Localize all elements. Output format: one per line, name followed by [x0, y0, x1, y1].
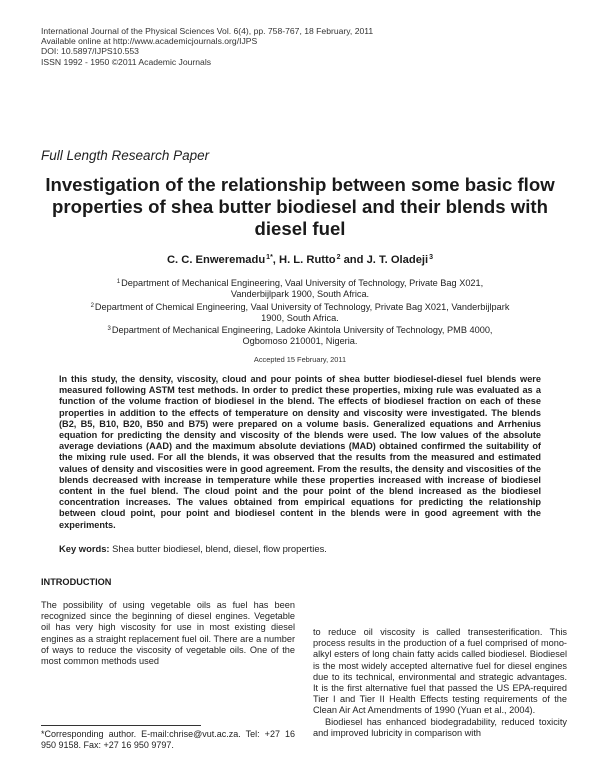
affiliation	[90, 277, 510, 301]
issn: ISSN 1992 - 1950 ©2011 Academic Journals	[41, 56, 212, 67]
author-name: C. C. Enweremadu	[166, 254, 266, 266]
author-name: , H. L. Rutto	[272, 254, 336, 266]
affiliation-number: 1	[116, 279, 121, 285]
affiliation-text: Department of Mechanical Engineering, Vaal University of Technology, Private Bag X021, Vanderbijlpark 1900, South Africa.	[121, 278, 484, 300]
keywords-label: Key words:	[59, 543, 110, 554]
journal-header	[41, 26, 561, 67]
intro-right-column	[313, 627, 567, 739]
affiliation-number: 2	[90, 302, 94, 309]
intro-paragraph: Biodiesel has enhanced biodegradability, reduced toxicity and improved lubricity in comparison with	[313, 716, 567, 738]
affiliation	[90, 301, 510, 325]
journal-url: Available online at http://www.academicjournals.org/IJPS	[41, 36, 258, 47]
footnote-divider	[41, 725, 201, 726]
author-affil-marker: 3	[429, 254, 434, 261]
corresponding-author-footnote: *Corresponding author. E-mail:chrise@vut.ac.za. Tel: +27 16 950 9158. Fax: +27 16 950 9797.	[41, 729, 295, 751]
paper-title: Investigation of the relationship between some basic flow properties of shea butter biodiesel and their blends with diesel fuel	[45, 174, 555, 239]
affiliation-text: Department of Chemical Engineering, Vaal University of Technology, Private Bag X021, Vanderbijlpark 1900, South Africa.	[94, 301, 510, 323]
keywords	[59, 543, 541, 554]
keywords-text: Shea butter biodiesel, blend, diesel, flow properties.	[109, 543, 327, 554]
affiliation	[90, 324, 510, 348]
affiliation-number: 3	[107, 326, 111, 333]
accepted-date: Accepted 15 February, 2011	[253, 355, 347, 364]
section-heading-introduction: INTRODUCTION	[41, 577, 112, 587]
author-affil-marker: 1*	[266, 254, 273, 261]
journal-citation: International Journal of the Physical Sciences Vol. 6(4), pp. 758-767, 18 February, 2011	[41, 26, 374, 36]
author-name: and J. T. Oladeji	[340, 254, 429, 266]
author-list	[40, 251, 560, 267]
paper-type: Full Length Research Paper	[41, 148, 210, 163]
intro-paragraph: to reduce oil viscosity is called transesterification. This process results in the production of a fuel comprised of mono-alkyl esters of long chain fatty acids called biodiesel. Biodiesel is the most widely accepted alternative fuel for diesel engines due to its technical, environmental and strategic advantages. It is the first alternative fuel that passed the US EPA-required Tier I and Tier II Health Effects testing requirements of the Clean Air Act Amendments of 1990 (Yuan et al., 2004).	[313, 627, 567, 716]
affiliations	[90, 277, 510, 348]
abstract: In this study, the density, viscosity, cloud and pour points of shea butter biodiesel-diesel fuel blends were measured following ASTM test methods. In order to predict these properties, mixing rule was evaluated as a function of the volume fraction of biodiesel in the blend. The effects of biodiesel fraction on each of these properties in addition to the effects of temperature on density and viscosity were investigated. The blends (B2, B5, B10, B20, B50 and B75) were prepared on a volume basis. Generalized equations and Arrhenius equation for predicting the density and viscosity of the blends were used. The low values of the absolute average deviations (AAD) and the maximum absolute deviations (MAD) obtained confirmed the suitability of the mixing rule used. For all the blends, it was observed that the results from the measured and estimated values of density and viscosities were in good agreement. From the results, the density and viscosities of the blends decreased with increase in temperature while these properties increased with increase of biodiesel content in the fuel blend. The cloud point and the pour point of the blend increased as the biodiesel concentration increases. The values obtained from empirical equations for predicting the relationship between cloud point, pour point and biodiesel content in the blends were in good agreement with the experiments.	[59, 374, 541, 530]
intro-left-column: The possibility of using vegetable oils as fuel has been recognized since the beginning of diesel engines. Vegetable oil has very high viscosity for use in most existing diesel engines as a straight replacement fuel oil. There are a number of ways to reduce the viscosity of vegetable oils. One of the most common methods used	[41, 600, 295, 667]
doi: DOI: 10.5897/IJPS10.553	[41, 46, 139, 57]
affiliation-text: Department of Mechanical Engineering, Ladoke Akintola University of Technology, PMB 4000, Ogbomoso 210001, Nigeria.	[111, 325, 493, 347]
author-affil-marker: 2	[336, 254, 341, 261]
